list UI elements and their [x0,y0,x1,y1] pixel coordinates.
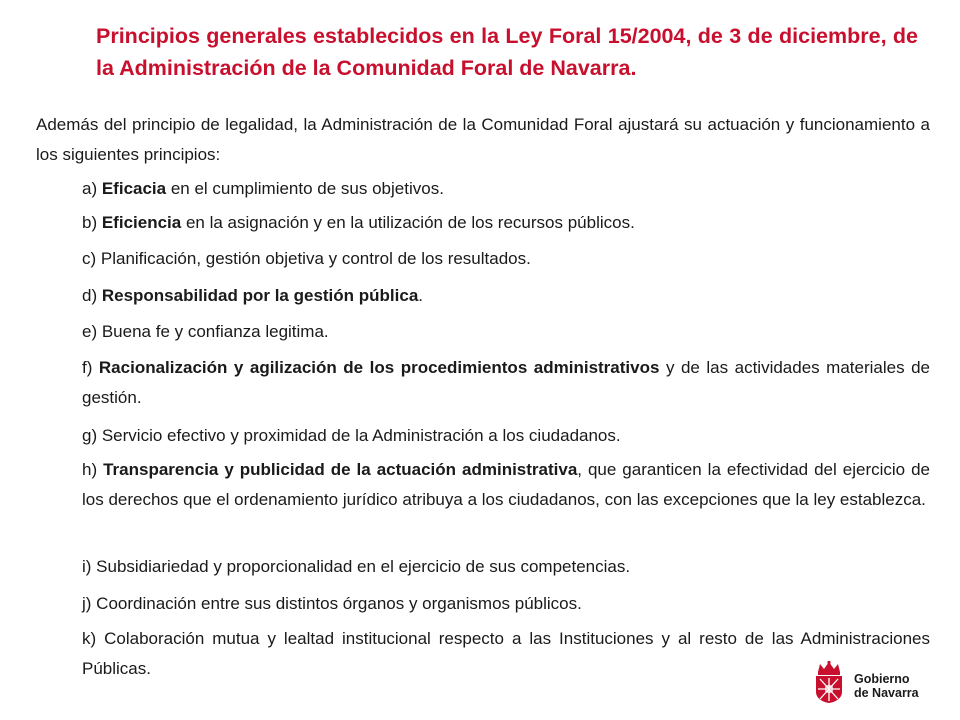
principle-item: j) Coordinación entre sus distintos órganos y organismos públicos. [82,594,582,613]
principle-item: h) Transparencia y publicidad de la actuación administrativa, que garanticen la efectividad del ejercicio de los derechos que el ordenamiento jurídico atribuya a los ciudadanos, con las excepciones que la ley establezca. [82,460,930,509]
principle-item: a) Eficacia en el cumplimiento de sus objetivos. [82,179,444,198]
logo-line-2: de Navarra [854,686,919,700]
intro-paragraph: Además del principio de legalidad, la Administración de la Comunidad Foral ajustará su actuación y funcionamiento a los siguientes principios: [36,115,930,164]
principle-item: f) Racionalización y agilización de los procedimientos administrativos y de las actividades materiales de gestión. [82,358,931,407]
logo-line-1: Gobierno [854,672,910,686]
page-title: Principios generales establecidos en la Ley Foral 15/2004, de 3 de diciembre, de la Administración de la Comunidad Foral de Navarra. [96,24,918,80]
principle-item: e) Buena fe y confianza legitima. [82,322,329,341]
principle-item: k) Colaboración mutua y lealtad institucional respecto a las Instituciones y al resto de las Administraciones Públicas. [82,629,930,678]
principle-item: b) Eficiencia en la asignación y en la utilización de los recursos públicos. [82,213,635,232]
principle-item: c) Planificación, gestión objetiva y control de los resultados. [82,249,531,268]
principle-item: g) Servicio efectivo y proximidad de la Administración a los ciudadanos. [82,426,621,445]
principle-item: d) Responsabilidad por la gestión pública. [82,286,424,305]
navarra-coat-of-arms-icon [812,660,846,704]
gobierno-navarra-logo [812,660,932,708]
principle-item: i) Subsidiariedad y proporcionalidad en el ejercicio de sus competencias. [82,557,631,576]
